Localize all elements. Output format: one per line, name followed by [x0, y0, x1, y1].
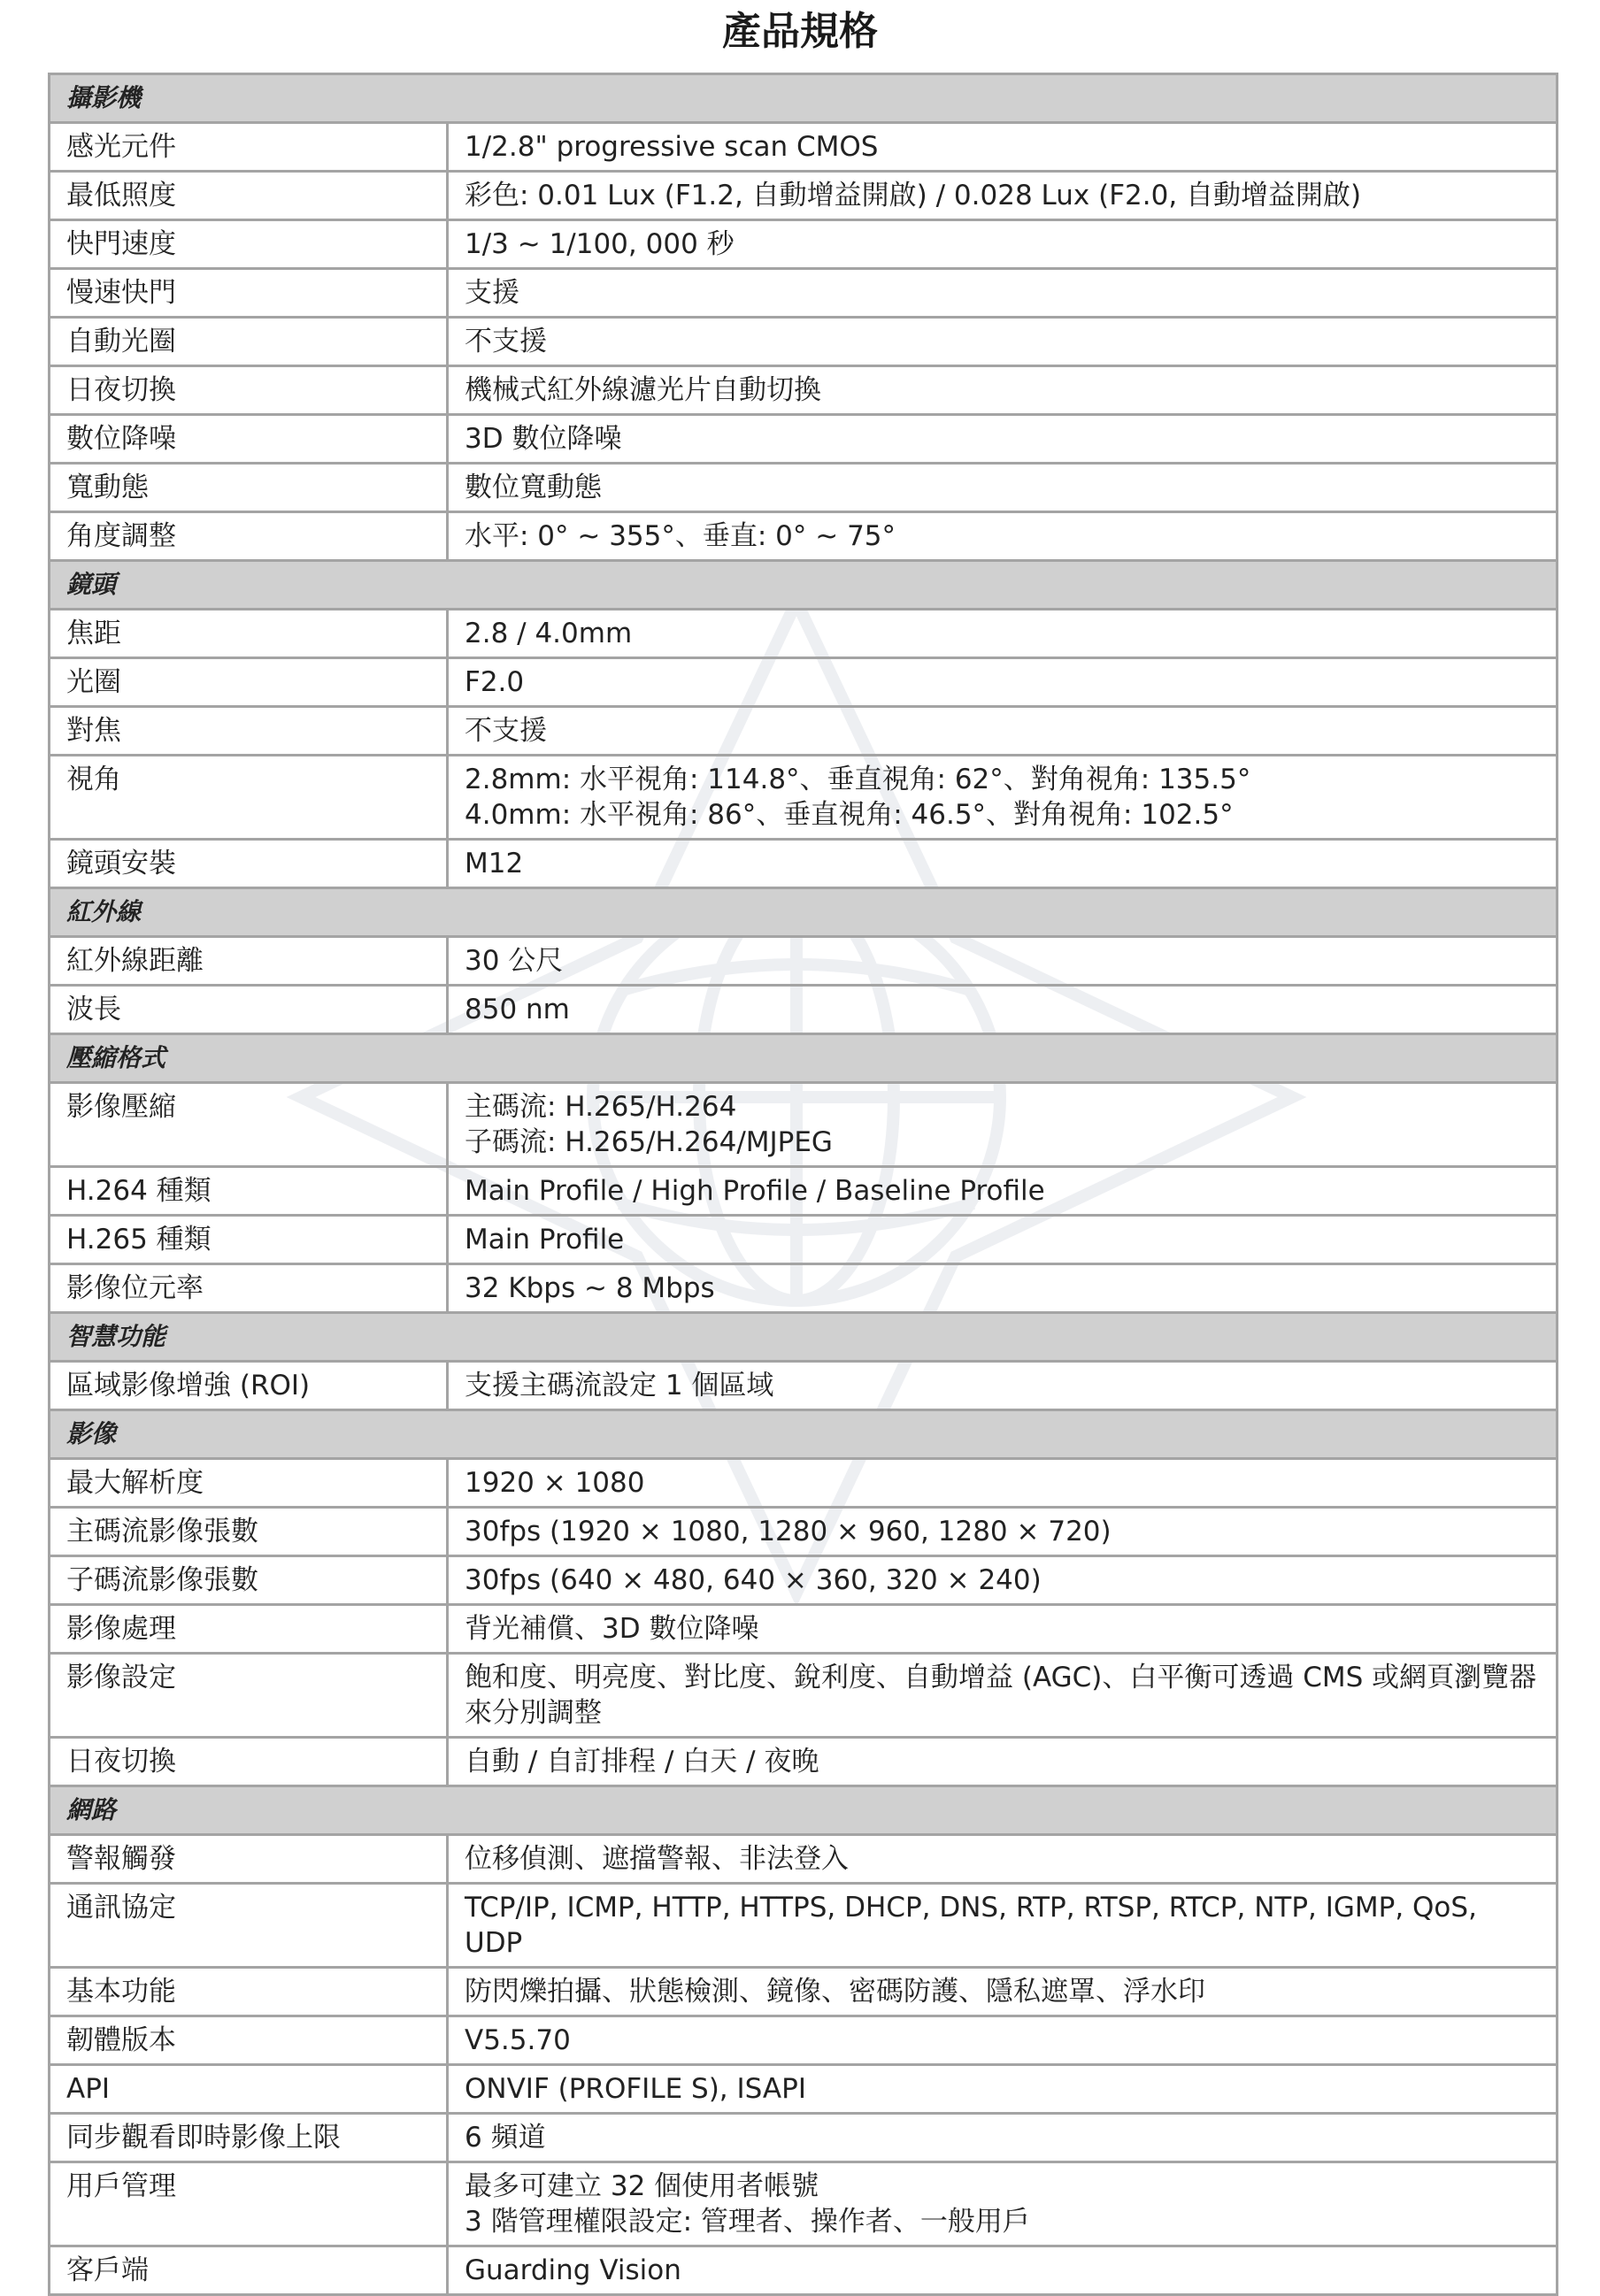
table-row [50, 1605, 1558, 1654]
section-header [50, 74, 1558, 123]
table-row [50, 415, 1558, 464]
spec-label: 影像處理 [50, 1605, 448, 1654]
spec-label: 最大解析度 [50, 1459, 448, 1508]
spec-value: 不支援 [448, 707, 1558, 756]
section-title: 影像 [50, 1410, 1558, 1459]
spec-value: 1920 × 1080 [448, 1459, 1558, 1508]
table-row [50, 1508, 1558, 1556]
spec-value: 850 nm [448, 986, 1558, 1034]
spec-value: ONVIF (PROFILE S), ISAPI [448, 2065, 1558, 2114]
spec-value: 飽和度、明亮度、對比度、銳利度、自動增益 (AGC)、白平衡可透過 CMS 或網頁瀏覽器來分別調整 [448, 1654, 1558, 1738]
section-header [50, 1034, 1558, 1083]
section-header [50, 1410, 1558, 1459]
spec-label: 主碼流影像張數 [50, 1508, 448, 1556]
table-row [50, 1459, 1558, 1508]
table-row [50, 1654, 1558, 1738]
spec-label: 波長 [50, 986, 448, 1034]
spec-label: 子碼流影像張數 [50, 1556, 448, 1605]
table-row [50, 220, 1558, 269]
table-row [50, 172, 1558, 220]
spec-label: API [50, 2065, 448, 2114]
spec-label: 焦距 [50, 610, 448, 658]
spec-label: 影像設定 [50, 1654, 448, 1738]
spec-label: 快門速度 [50, 220, 448, 269]
spec-label: 用戶管理 [50, 2162, 448, 2246]
spec-label: 自動光圈 [50, 318, 448, 366]
spec-value: 30 公尺 [448, 937, 1558, 986]
spec-label: 紅外線距離 [50, 937, 448, 986]
table-row [50, 756, 1558, 840]
spec-value: 支援 [448, 269, 1558, 318]
spec-label: H.265 種類 [50, 1216, 448, 1264]
spec-label: 感光元件 [50, 123, 448, 172]
spec-label: 警報觸發 [50, 1835, 448, 1884]
table-row [50, 1835, 1558, 1884]
spec-value: 不支援 [448, 318, 1558, 366]
spec-value: 30fps (640 × 480, 640 × 360, 320 × 240) [448, 1556, 1558, 1605]
table-row [50, 512, 1558, 561]
spec-value: 背光補償、3D 數位降噪 [448, 1605, 1558, 1654]
spec-value: 機械式紅外線濾光片自動切換 [448, 366, 1558, 415]
spec-label: H.264 種類 [50, 1167, 448, 1216]
spec-label: 日夜切換 [50, 1738, 448, 1786]
spec-label: 視角 [50, 756, 448, 840]
spec-value: 30fps (1920 × 1080, 1280 × 960, 1280 × 720) [448, 1508, 1558, 1556]
spec-label: 區域影像增強 (ROI) [50, 1362, 448, 1410]
spec-value: 6 頻道 [448, 2114, 1558, 2162]
spec-value: Guarding Vision [448, 2246, 1558, 2295]
table-row [50, 2065, 1558, 2114]
table-row [50, 2162, 1558, 2246]
spec-value: 最多可建立 32 個使用者帳號 3 階管理權限設定: 管理者、操作者、一般用戶 [448, 2162, 1558, 2246]
spec-value: 位移偵測、遮擋警報、非法登入 [448, 1835, 1558, 1884]
section-title: 網路 [50, 1786, 1558, 1835]
table-row [50, 464, 1558, 512]
table-row [50, 1264, 1558, 1313]
spec-value: 數位寬動態 [448, 464, 1558, 512]
spec-table [48, 73, 1558, 2296]
spec-value: 1/2.8" progressive scan CMOS [448, 123, 1558, 172]
spec-value: Main Profile / High Profile / Baseline Profile [448, 1167, 1558, 1216]
table-row [50, 1968, 1558, 2016]
spec-label: 同步觀看即時影像上限 [50, 2114, 448, 2162]
spec-label: 慢速快門 [50, 269, 448, 318]
section-header [50, 1786, 1558, 1835]
table-row [50, 986, 1558, 1034]
spec-value: 32 Kbps ~ 8 Mbps [448, 1264, 1558, 1313]
spec-value: M12 [448, 840, 1558, 888]
table-row [50, 610, 1558, 658]
section-header [50, 561, 1558, 610]
spec-value: 自動 / 自訂排程 / 白天 / 夜晚 [448, 1738, 1558, 1786]
section-header [50, 1313, 1558, 1362]
spec-label: 影像位元率 [50, 1264, 448, 1313]
table-row [50, 1216, 1558, 1264]
spec-value: Main Profile [448, 1216, 1558, 1264]
spec-label: 寬動態 [50, 464, 448, 512]
spec-label: 數位降噪 [50, 415, 448, 464]
spec-label: 韌體版本 [50, 2016, 448, 2065]
section-title: 鏡頭 [50, 561, 1558, 610]
table-row [50, 1083, 1558, 1167]
spec-value: 2.8mm: 水平視角: 114.8°、垂直視角: 62°、對角視角: 135.5° 4.0mm: 水平視角: 86°、垂直視角: 46.5°、對角視角: 102.5° [448, 756, 1558, 840]
spec-label: 對焦 [50, 707, 448, 756]
spec-value: 防閃爍拍攝、狀態檢測、鏡像、密碼防護、隱私遮罩、浮水印 [448, 1968, 1558, 2016]
spec-label: 最低照度 [50, 172, 448, 220]
table-row [50, 840, 1558, 888]
table-row [50, 658, 1558, 707]
spec-label: 基本功能 [50, 1968, 448, 2016]
spec-value: 3D 數位降噪 [448, 415, 1558, 464]
table-row [50, 2114, 1558, 2162]
table-row [50, 1738, 1558, 1786]
spec-label: 鏡頭安裝 [50, 840, 448, 888]
spec-value: 水平: 0° ~ 355°、垂直: 0° ~ 75° [448, 512, 1558, 561]
spec-value: V5.5.70 [448, 2016, 1558, 2065]
spec-label: 日夜切換 [50, 366, 448, 415]
spec-value: TCP/IP, ICMP, HTTP, HTTPS, DHCP, DNS, RTP, RTSP, RTCP, NTP, IGMP, QoS, UDP [448, 1884, 1558, 1968]
spec-label: 光圈 [50, 658, 448, 707]
table-row [50, 1884, 1558, 1968]
table-row [50, 1167, 1558, 1216]
section-title: 壓縮格式 [50, 1034, 1558, 1083]
section-title: 智慧功能 [50, 1313, 1558, 1362]
spec-value: 彩色: 0.01 Lux (F1.2, 自動增益開啟) / 0.028 Lux (F2.0, 自動增益開啟) [448, 172, 1558, 220]
spec-label: 通訊協定 [50, 1884, 448, 1968]
table-row [50, 1362, 1558, 1410]
spec-label: 角度調整 [50, 512, 448, 561]
table-row [50, 707, 1558, 756]
table-row [50, 2246, 1558, 2295]
table-row [50, 366, 1558, 415]
table-row [50, 2016, 1558, 2065]
section-title: 攝影機 [50, 74, 1558, 123]
spec-value: 2.8 / 4.0mm [448, 610, 1558, 658]
spec-label: 影像壓縮 [50, 1083, 448, 1167]
table-row [50, 318, 1558, 366]
section-title: 紅外線 [50, 888, 1558, 937]
spec-value: 1/3 ~ 1/100, 000 秒 [448, 220, 1558, 269]
spec-value: F2.0 [448, 658, 1558, 707]
spec-label: 客戶端 [50, 2246, 448, 2295]
spec-value: 支援主碼流設定 1 個區域 [448, 1362, 1558, 1410]
table-row [50, 1556, 1558, 1605]
table-row [50, 123, 1558, 172]
spec-value: 主碼流: H.265/H.264 子碼流: H.265/H.264/MJPEG [448, 1083, 1558, 1167]
section-header [50, 888, 1558, 937]
table-row [50, 269, 1558, 318]
page-title: 產品規格 [722, 9, 878, 54]
table-row [50, 937, 1558, 986]
